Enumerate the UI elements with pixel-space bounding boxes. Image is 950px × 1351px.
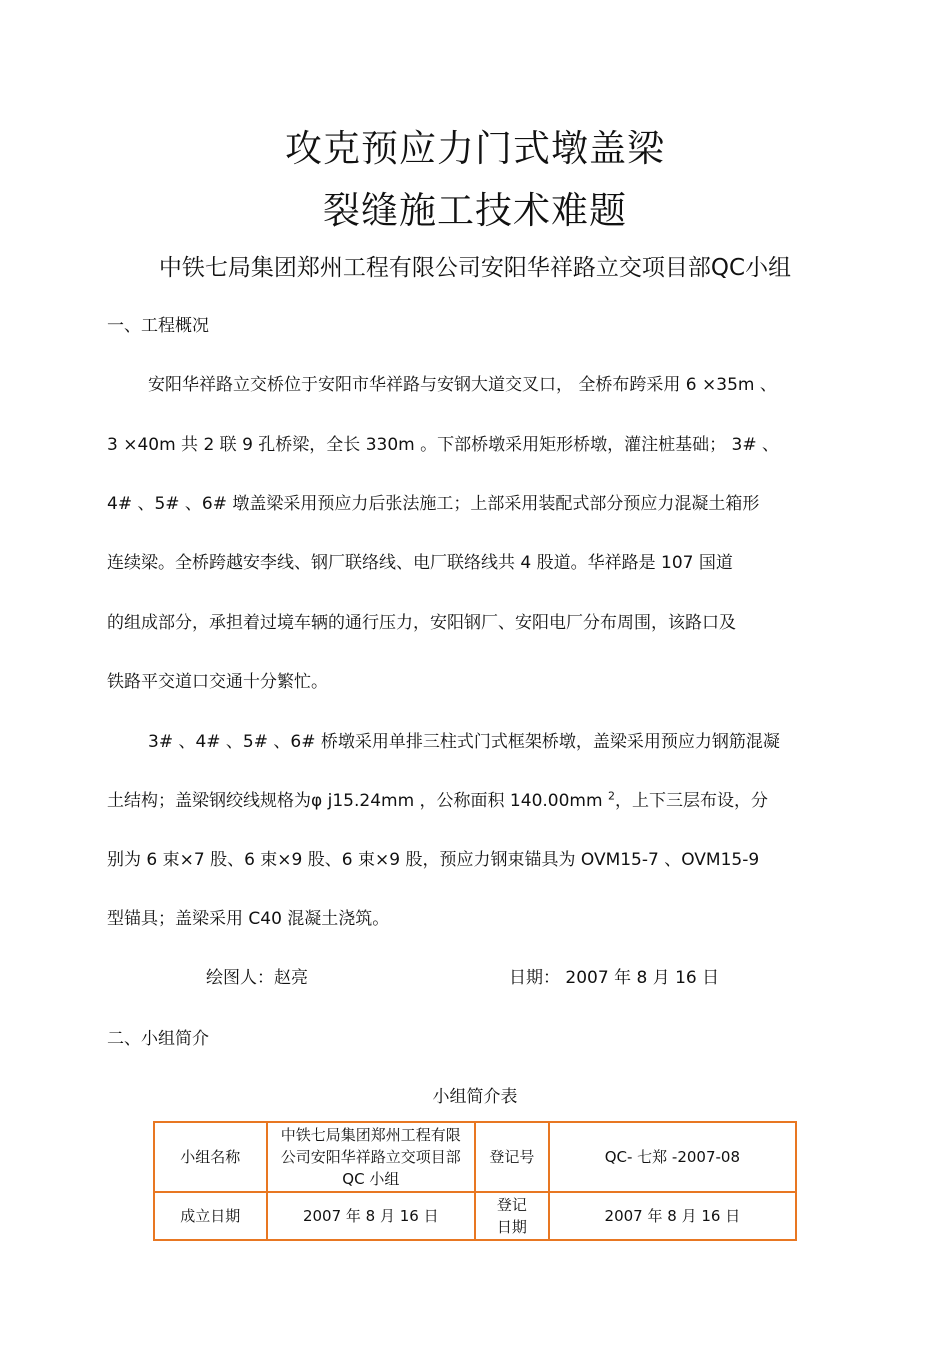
table-cell-value: 2007 年 8 月 16 日 (549, 1192, 796, 1240)
paragraph1-line: 的组成部分，承担着过境车辆的通行压力，安阳钢厂、安阳电厂分布周围，该路口及 (107, 613, 736, 633)
drawer-signature: 绘图人：赵亮 (206, 968, 308, 988)
table-row (154, 1192, 796, 1240)
paragraph1-line: 铁路平交道口交通十分繁忙。 (107, 672, 328, 692)
superscript-exponent: 2 (607, 789, 615, 803)
table-cell-value (267, 1122, 475, 1192)
paragraph2-line (107, 786, 842, 811)
table-caption: 小组简介表 (432, 1087, 518, 1107)
table-row (154, 1122, 796, 1192)
section2-heading: 二、小组简介 (107, 1029, 209, 1049)
paragraph2-text: 土结构；盖梁钢绞线规格为φ j15.24mm ，公称面积 140.00mm (107, 791, 608, 811)
section1-heading: 一、工程概况 (107, 316, 209, 336)
paragraph1-line: 4# 、5# 、6# 墩盖梁采用预应力后张法施工；上部采用装配式部分预应力混凝土箱形 (107, 494, 760, 514)
paragraph1-line: 连续梁。全桥跨越安李线、钢厂联络线、电厂联络线共 4 股道。华祥路是 107 国道 (107, 553, 733, 573)
table-cell-label: 成立日期 (154, 1192, 267, 1240)
drawing-date: 日期： 2007 年 8 月 16 日 (509, 968, 720, 988)
paragraph1-line: 安阳华祥路立交桥位于安阳市华祥路与安钢大道交叉口， 全桥布跨采用 6 ×35m 、 (148, 375, 777, 395)
group-intro-table (153, 1121, 797, 1241)
table-cell-label (475, 1192, 549, 1240)
paragraph2-text: ，上下三层布设，分 (614, 791, 768, 811)
table-cell-value: QC- 七郑 -2007-08 (549, 1122, 796, 1192)
paragraph2-line: 型锚具；盖梁采用 C40 混凝土浇筑。 (107, 909, 390, 929)
cell-text-line: 公司安阳华祥路立交项目部 (280, 1148, 461, 1166)
cell-text-line: QC 小组 (342, 1170, 400, 1188)
paragraph2-line: 别为 6 束×7 股、6 束×9 股、6 束×9 股，预应力钢束锚具为 OVM15-7 、OVM15-9 (107, 850, 760, 870)
document-title-line2: 裂缝施工技术难题 (323, 189, 627, 232)
document-title-line1: 攻克预应力门式墩盖梁 (285, 127, 665, 170)
table-cell-value: 2007 年 8 月 16 日 (267, 1192, 475, 1240)
cell-text-line: 日期 (496, 1218, 527, 1236)
cell-text-line: 中铁七局集团郑州工程有限 (280, 1126, 461, 1144)
paragraph1-line: 3 ×40m 共 2 联 9 孔桥梁，全长 330m 。下部桥墩采用矩形桥墩，灌注桩基础； 3# 、 (107, 435, 779, 455)
document-subtitle: 中铁七局集团郑州工程有限公司安阳华祥路立交项目部QC小组 (158, 255, 792, 281)
table-cell-label: 小组名称 (154, 1122, 267, 1192)
cell-text-line: 登记 (496, 1196, 527, 1214)
table-cell-label: 登记号 (475, 1122, 549, 1192)
paragraph2-line: 3# 、4# 、5# 、6# 桥墩采用单排三柱式门式框架桥墩，盖梁采用预应力钢筋混凝 (148, 732, 780, 752)
